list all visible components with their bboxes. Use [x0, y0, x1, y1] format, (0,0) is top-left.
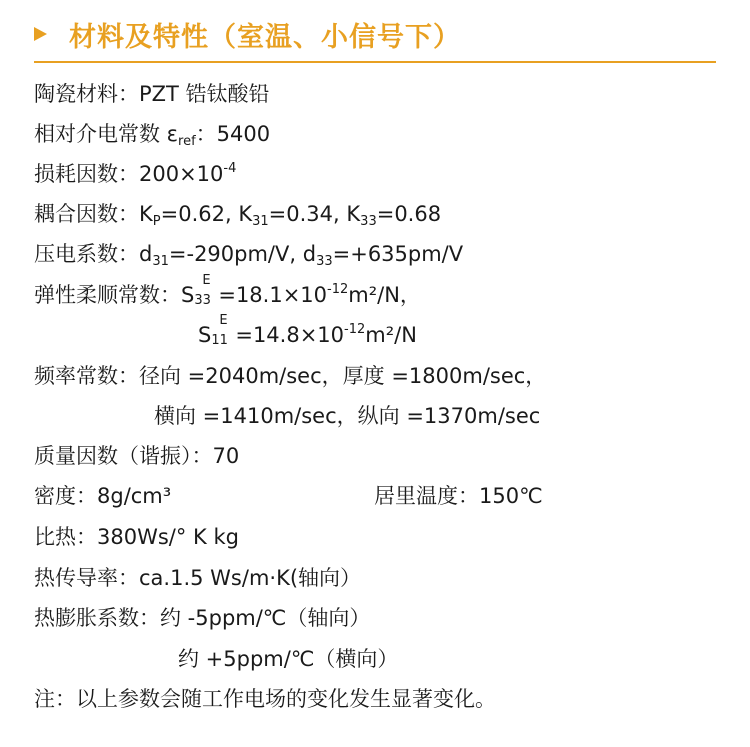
triangle-bullet-icon	[34, 27, 47, 41]
compliance-s1-unit: m²/N，	[348, 283, 421, 307]
compliance-s2-value: =14.8×10	[235, 323, 345, 347]
piezo-d1: d	[139, 242, 153, 266]
coupling-k3-sub: 33	[360, 214, 377, 229]
compliance-s1-indices	[194, 273, 218, 308]
piezo-d2: d	[302, 242, 317, 266]
piezo-label: 压电系数：	[34, 242, 139, 266]
quality-text: 质量因数（谐振）：70	[34, 444, 240, 468]
dielectric-row	[34, 119, 270, 149]
compliance-s1: S	[181, 283, 195, 307]
density-curie-row	[34, 481, 714, 511]
coupling-k2-value: =0.34,	[268, 202, 347, 226]
piezo-d1-value: =-290pm/V,	[168, 242, 303, 266]
compliance-s2-indices	[211, 313, 235, 348]
coupling-k1-sub: P	[152, 214, 161, 229]
section-header	[34, 14, 461, 54]
coupling-k1-value: =0.62,	[160, 202, 239, 226]
quality-factor-row	[34, 441, 239, 471]
loss-value: 200×10	[139, 162, 224, 186]
compliance-s1-sup: E	[202, 273, 211, 288]
compliance-label: 弹性柔顺常数：	[34, 283, 181, 307]
compliance-s1-sub: 33	[194, 293, 211, 308]
expansion-row-2	[178, 644, 398, 674]
dielectric-label: 相对介电常数 ε	[34, 122, 179, 146]
frequency-label: 频率常数：	[34, 364, 139, 388]
piezo-d2-sub: 33	[316, 254, 333, 269]
conductivity-row	[34, 563, 361, 593]
frequency-line1: 径向 =2040m/sec，厚度 =1800m/sec，	[139, 364, 547, 388]
compliance-s1-value: =18.1×10	[218, 283, 328, 307]
compliance-s1-exp: -12	[327, 282, 349, 297]
compliance-s2-sup: E	[219, 313, 228, 328]
expansion-line1: 约 -5ppm/℃（轴向）	[160, 606, 371, 630]
piezo-d1-sub: 31	[152, 254, 169, 269]
conductivity-text: 热传导率：ca.1.5 Ws/m·K(轴向）	[34, 566, 362, 590]
frequency-line2: 横向 =1410m/sec，纵向 =1370m/sec	[154, 404, 541, 428]
ceramic-value: PZT 锆钛酸铅	[139, 82, 270, 106]
header-divider	[34, 61, 716, 63]
coupling-row	[34, 199, 441, 229]
piezo-d2-value: =+635pm/V	[332, 242, 464, 266]
piezo-row	[34, 239, 463, 269]
dielectric-sep: ：	[195, 122, 217, 146]
loss-exponent: -4	[223, 161, 237, 176]
coupling-label: 耦合因数：	[34, 202, 139, 226]
compliance-row-1	[34, 273, 421, 310]
coupling-k3-value: =0.68	[376, 202, 442, 226]
expansion-row-1	[34, 603, 370, 633]
frequency-row-2	[154, 401, 540, 431]
specific-heat-row	[34, 522, 239, 552]
section-title: 材料及特性（室温、小信号下）	[69, 21, 461, 53]
coupling-k2: K	[238, 202, 253, 226]
compliance-s2: S	[198, 323, 212, 347]
frequency-row-1	[34, 361, 546, 391]
ceramic-label: 陶瓷材料：	[34, 82, 139, 106]
specific-heat-text: 比热：380Ws/° K kg	[34, 525, 239, 549]
note-text: 注：以上参数会随工作电场的变化发生显著变化。	[34, 687, 496, 711]
note-row	[34, 684, 496, 714]
compliance-s2-exp: -12	[344, 322, 366, 337]
expansion-line2: 约 +5ppm/℃（横向）	[178, 647, 399, 671]
density-text: 密度：8g/cm³	[34, 484, 172, 508]
dielectric-subscript: ref	[178, 134, 196, 149]
coupling-k1: K	[139, 202, 153, 226]
coupling-k3: K	[346, 202, 361, 226]
compliance-s2-unit: m²/N	[365, 323, 417, 347]
ceramic-material-row	[34, 79, 270, 109]
compliance-s2-sub: 11	[211, 333, 228, 348]
dielectric-value: 5400	[216, 122, 271, 146]
coupling-k2-sub: 31	[252, 214, 269, 229]
compliance-row-2	[198, 313, 417, 350]
expansion-label: 热膨胀系数：	[34, 606, 160, 630]
curie-text: 居里温度：150℃	[374, 484, 543, 508]
loss-label: 损耗因数：	[34, 162, 139, 186]
loss-factor-row	[34, 159, 236, 189]
